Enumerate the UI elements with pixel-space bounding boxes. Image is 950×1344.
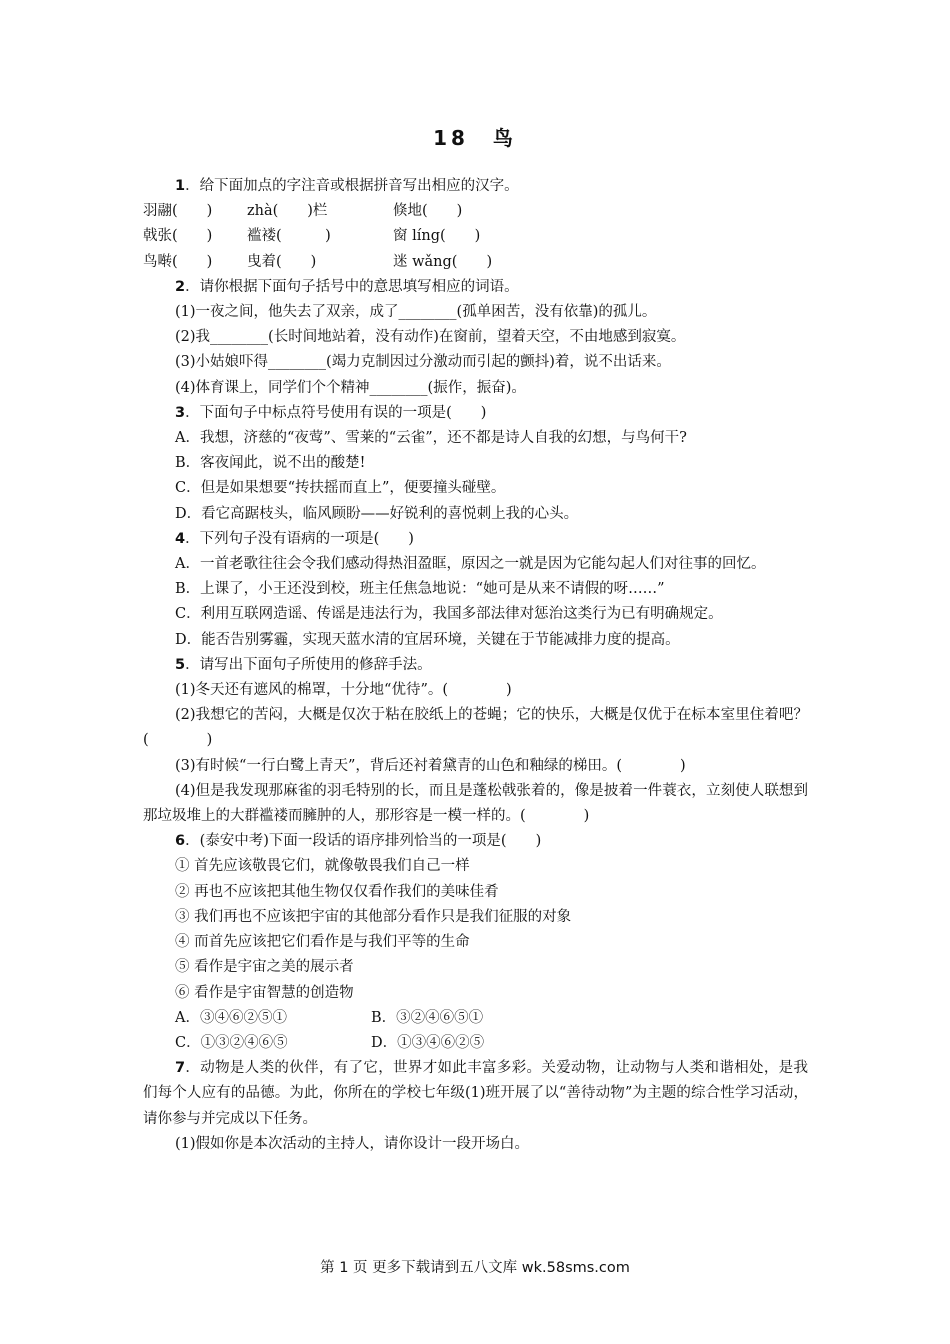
question-text: ．下面句子中标点符号使用有误的一项是( ) <box>185 404 487 421</box>
option-row-ab <box>143 1006 808 1031</box>
sentence-item: ④ 而首先应该把它们看作是与我们平等的生命 <box>175 934 470 951</box>
pinyin-row-2 <box>143 224 808 249</box>
pinyin-item: 曳着( ) <box>247 253 317 270</box>
option-a: A．③④⑥②⑤① <box>175 1009 287 1026</box>
worksheet-body <box>143 174 808 1157</box>
rhetoric-item-3: (3)有时候“一行白鹭上青天”，背后还衬着黛青的山色和釉绿的梯田。( ) <box>175 757 686 774</box>
fill-item: (2)我________(长时间地站着，没有动作)在窗前，望着天空，不由地感到寂寞。 <box>175 329 686 346</box>
option-a: A．一首老歌往往会令我们感动得热泪盈眶，原因之一就是因为它能勾起人们对往事的回忆。 <box>175 556 766 573</box>
pinyin-item: 鸟啭( ) <box>143 253 213 270</box>
question-number: 4 <box>175 530 186 547</box>
rhetoric-item-4: (4)但是我发现那麻雀的羽毛特别的长，而且是蓬松戟张着的，像是披着一件蓑衣，立刻使人联想到那垃圾堆上的大群褴褛而臃肿的人，那形容是一模一样的。( ) <box>143 782 808 825</box>
pinyin-item: 褴褛( ) <box>247 228 331 245</box>
sentence-item: ① 首先应该敬畏它们，就像敬畏我们自己一样 <box>175 858 470 875</box>
option-a: A．我想，济慈的“夜莺”、雪莱的“云雀”，还不都是诗人自我的幻想，与鸟何干? <box>175 430 687 447</box>
question-3 <box>143 401 808 426</box>
pinyin-item: zhà( )栏 <box>247 203 328 220</box>
question-4 <box>143 527 808 552</box>
task-item-1: (1)假如你是本次活动的主持人，请你设计一段开场白。 <box>175 1135 530 1152</box>
option-row-cd <box>143 1031 808 1056</box>
question-7 <box>143 1056 808 1132</box>
question-number: 7 <box>175 1060 186 1077</box>
question-text: ．动物是人类的伙伴，有了它，世界才如此丰富多彩。关爱动物，让动物与人类和谐相处，是我们每个人应有的品德。为此，你所在的学校七年级(1)班开展了以“善待动物”为主题的综合性学习活动，请你参与并完成以下任务。 <box>143 1060 808 1127</box>
question-1 <box>143 174 808 199</box>
question-2 <box>143 275 808 300</box>
option-c: C．①③②④⑥⑤ <box>175 1034 288 1051</box>
pinyin-item: 戟张( ) <box>143 228 213 245</box>
fill-item: (4)体育课上，同学们个个精神________(振作，振奋)。 <box>175 379 526 396</box>
option-d: D．能否告别雾霾，实现天蓝水清的宜居环境，关键在于节能减排力度的提高。 <box>175 631 680 648</box>
option-b: B．客夜闻此，说不出的酸楚! <box>175 455 366 472</box>
page-footer: 第 1 页 更多下载请到五八文库 wk.58sms.com <box>320 1260 630 1276</box>
question-text: ．给下面加点的字注音或根据拼音写出相应的汉字。 <box>185 178 519 194</box>
pinyin-row-1 <box>143 199 808 224</box>
pinyin-item: 倏地( ) <box>393 203 463 220</box>
question-text: ．请你根据下面句子括号中的意思填写相应的词语。 <box>185 278 519 295</box>
option-d: D．①③④⑥②⑤ <box>371 1034 485 1051</box>
rhetoric-item-2: (2)我想它的苦闷，大概是仅次于粘在胶纸上的苍蝇；它的快乐，大概是仅优于在标本室里住着吧？( ) <box>143 707 808 749</box>
question-text: ．(泰安中考)下面一段话的语序排列恰当的一项是( ) <box>185 833 542 850</box>
pinyin-item: 羽翮( ) <box>143 203 213 220</box>
option-d: D．看它高踞枝头，临风顾盼——好锐利的喜悦刺上我的心头。 <box>175 505 579 522</box>
option-c: C．但是如果想要“抟扶摇而直上”，便要撞头碰壁。 <box>175 480 506 497</box>
question-number: 2 <box>175 278 186 295</box>
sentence-item: ③ 我们再也不应该把宇宙的其他部分看作只是我们征服的对象 <box>175 908 572 925</box>
option-c: C．利用互联网造谣、传谣是违法行为，我国多部法律对惩治这类行为已有明确规定。 <box>175 606 723 623</box>
question-5 <box>143 653 808 678</box>
question-6 <box>143 829 808 854</box>
sentence-item: ⑥ 看作是宇宙智慧的创造物 <box>175 984 354 1001</box>
question-text: ．下列句子没有语病的一项是( ) <box>185 530 414 547</box>
pinyin-item: 窗 líng( ) <box>393 228 481 245</box>
question-number: 1 <box>175 178 186 194</box>
question-number: 5 <box>175 656 186 673</box>
rhetoric-item-1: (1)冬天还有遮风的棉罩，十分地“优待”。( ) <box>175 682 512 699</box>
page-title: 18 鸟 <box>433 126 517 150</box>
option-b: B．③②④⑥⑤① <box>371 1009 484 1026</box>
question-number: 3 <box>175 404 186 421</box>
question-number: 6 <box>175 833 186 850</box>
question-text: ．请写出下面句子所使用的修辞手法。 <box>185 656 432 673</box>
option-b: B．上课了，小王还没到校，班主任焦急地说：“她可是从来不请假的呀……” <box>175 581 665 598</box>
fill-item: (3)小姑娘吓得________(竭力克制因过分激动而引起的颤抖)着，说不出话来。 <box>175 354 671 371</box>
sentence-item: ② 再也不应该把其他生物仅仅看作我们的美味佳肴 <box>175 883 499 900</box>
pinyin-item: 迷 wǎng( ) <box>393 253 493 270</box>
fill-item: (1)一夜之间，他失去了双亲，成了________(孤单困苦，没有依靠)的孤儿。 <box>175 304 657 321</box>
sentence-item: ⑤ 看作是宇宙之美的展示者 <box>175 959 354 976</box>
pinyin-row-3 <box>143 250 808 275</box>
